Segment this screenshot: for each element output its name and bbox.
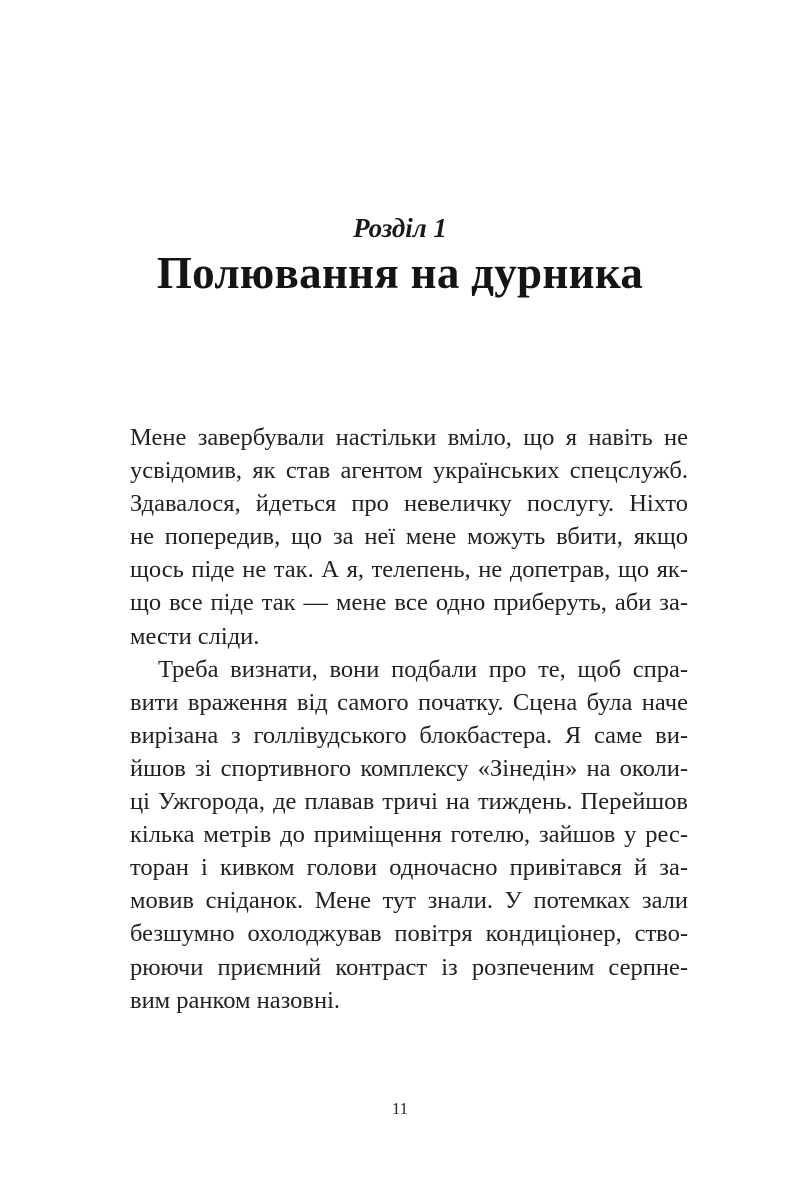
text-line: щось піде не так. А я, телепень, не допетрав, що як-: [130, 556, 688, 584]
chapter-label: Розділ 1: [353, 213, 447, 243]
text-line: Здавалося, йдеться про невеличку послугу. Ніхто: [130, 490, 688, 518]
text-line: Мене завербували настільки вміло, що я навіть не: [130, 424, 688, 451]
text-line: кілька метрів до приміщення готелю, зайшов у рес-: [130, 821, 688, 849]
text-line: ці Ужгорода, де плавав тричі на тиждень. Перейшов: [130, 788, 688, 816]
text-line: Треба визнати, вони подбали про те, щоб спра-: [158, 655, 688, 683]
paragraph-1: [130, 421, 688, 653]
body-text: [130, 421, 688, 1017]
page-number: 11: [391, 1099, 409, 1118]
text-line: що все піде так — мене все одно приберуть, аби за-: [130, 589, 688, 617]
text-line: вирізана з голлівудського блокбастера. Я саме ви-: [130, 721, 688, 749]
text-line: мести сліди.: [130, 622, 260, 650]
text-line: йшов зі спортивного комплексу «Зінедін» на околи-: [130, 754, 688, 782]
text-line: безшумно охолоджував повітря кондиціонер, ство-: [130, 920, 688, 948]
text-line: усвідомив, як став агентом українських спецслужб.: [130, 457, 688, 485]
text-line: мовив сніданок. Мене тут знали. У потемках зали: [130, 887, 688, 915]
text-line: рюючи приємний контраст із розпеченим серпне-: [130, 953, 688, 981]
text-line: вити враження від самого початку. Сцена була наче: [130, 688, 688, 716]
text-line: вим ранком назовні.: [130, 986, 340, 1014]
chapter-title: Полювання на дурника: [156, 248, 644, 298]
paragraph-2: [130, 653, 688, 1017]
text-line: не попередив, що за неї мене можуть вбити, якщо: [130, 523, 688, 551]
text-line: торан і кивком голови одночасно привітався й за-: [130, 854, 688, 882]
